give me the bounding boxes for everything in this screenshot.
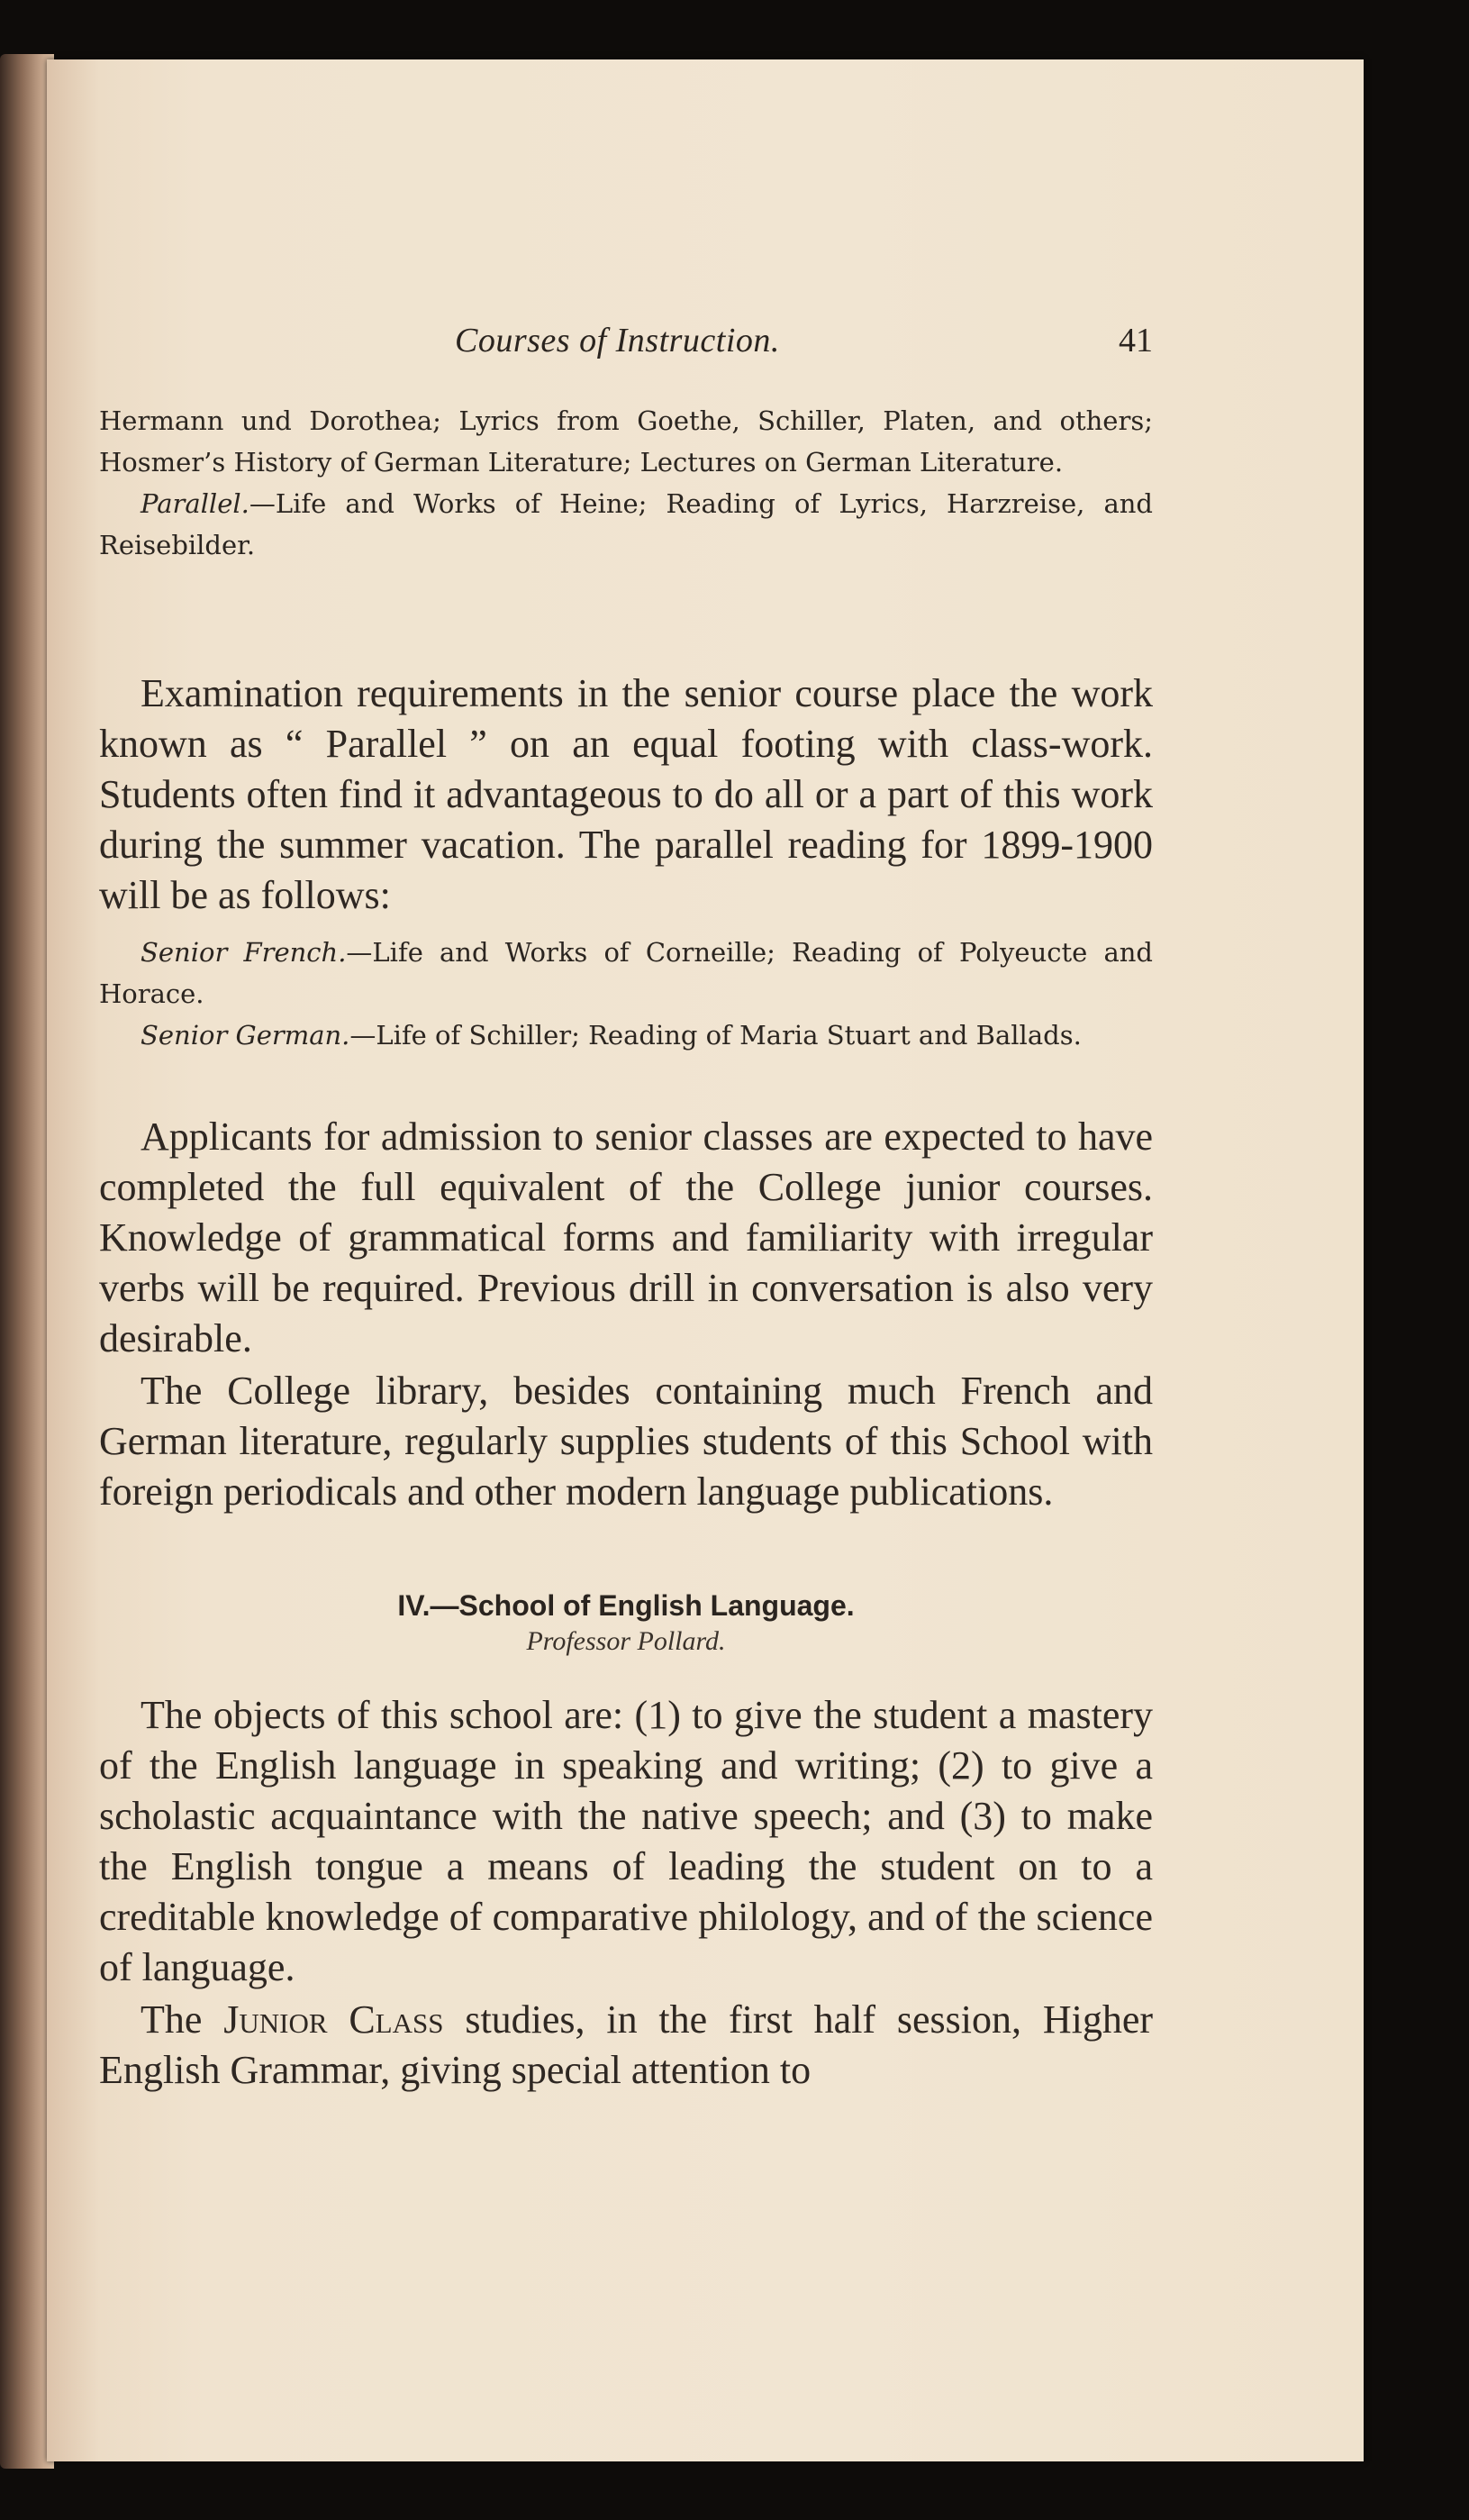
running-title: Courses of Instruction. — [455, 322, 780, 359]
applicants-block — [99, 1112, 1153, 1517]
junior-paragraph — [99, 1995, 1153, 2096]
senior-german-text: —Life of Schiller; Reading of Maria Stuart and Ballads. — [349, 1020, 1082, 1051]
senior-french-text: —Life and Works of Corneille; Reading of Polyeucte and Horace. — [99, 937, 1153, 1009]
parallel-label: Parallel. — [141, 488, 249, 519]
reading-list-continued — [99, 400, 1153, 566]
senior-french — [99, 932, 1153, 1014]
section-heading: IV.—School of English Language. — [397, 1589, 855, 1622]
senior-french-label: Senior French. — [141, 937, 347, 968]
parallel-text: —Life and Works of Heine; Reading of Lyrics, Harzreise, and Reisebilder. — [99, 488, 1153, 560]
junior-class-name: Junior Class — [223, 1997, 444, 2042]
library-paragraph: The College library, besides containing much French and German literature, regularly supplies students of this School with foreign periodicals and other modern language publications. — [99, 1369, 1153, 1514]
parallel-reading — [99, 483, 1153, 566]
english-block — [99, 1690, 1153, 2096]
applicants-paragraph: Applicants for admission to senior classes are expected to have completed the full equivalent of the College junior courses. Knowledge of grammatical forms and familiarity with irregular verbs will be required. Previous drill in conversation is also very desirable. — [99, 1114, 1153, 1360]
section-header — [99, 1589, 1153, 1657]
exam-paragraph-block — [99, 669, 1153, 921]
page-number: 41 — [1119, 322, 1153, 359]
objects-paragraph: The objects of this school are: (1) to give the student a mastery of the English language in speaking and writing; (2) to give a scholastic acquaintance with the native speech; and (3) to make the English tongue a means of leading the student on to a creditable knowledge of comparative philology, and of the science of language. — [99, 1693, 1153, 1989]
exam-paragraph: Examination requirements in the senior course place the work known as “ Parallel ” on an equal footing with class-work. Students often find it advantageous to do all or a part of this work during the summer vacation. The parallel reading for 1899-1900 will be as follows: — [99, 671, 1153, 917]
reading-list-text: Hermann und Dorothea; Lyrics from Goethe, Schiller, Platen, and others; Hosmer’s History of German Literature; Lectures on German Literature. — [99, 405, 1153, 478]
section-professor: Professor Pollard. — [526, 1626, 726, 1656]
senior-german-label: Senior German. — [141, 1020, 350, 1051]
senior-readings — [99, 932, 1153, 1056]
running-header — [99, 321, 1153, 375]
book-spine-edge — [0, 54, 54, 2469]
senior-german — [99, 1014, 1153, 1056]
junior-rest: studies, in the first half session, Higher English Grammar, giving special attention to — [99, 1997, 1154, 2092]
book-page — [47, 59, 1364, 2461]
junior-lead: The — [141, 1997, 224, 2042]
